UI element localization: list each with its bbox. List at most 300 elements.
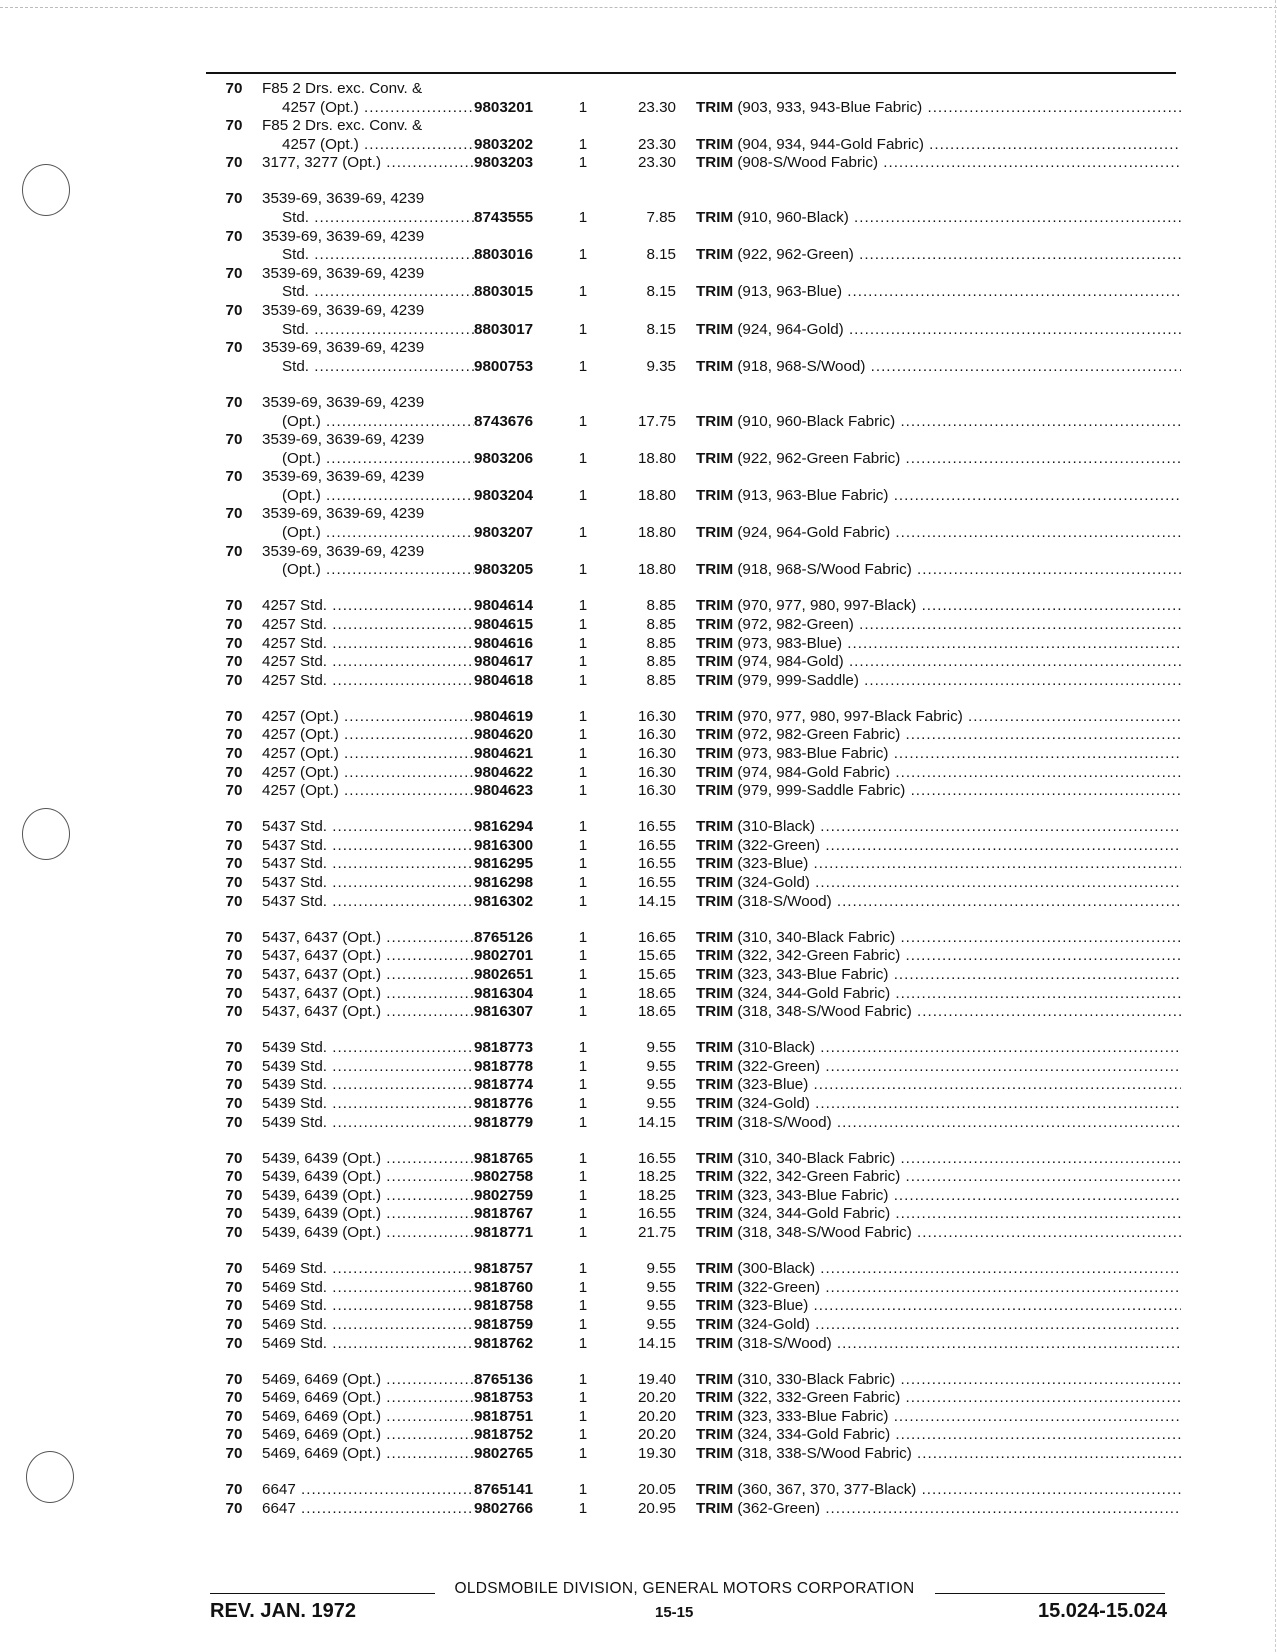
part-number: 9804617	[474, 653, 534, 671]
description-text: 5469 Std.	[262, 1278, 328, 1296]
body-style-description	[262, 543, 474, 562]
description-text: 4257 (Opt.)	[262, 782, 339, 800]
item-name: TRIM	[696, 1003, 734, 1021]
price: 16.55	[637, 874, 676, 892]
body-style-description	[262, 1187, 474, 1206]
price: 16.55	[637, 836, 676, 854]
part-number: 9802766	[474, 1499, 534, 1517]
item-name: TRIM	[696, 1389, 734, 1407]
item-description	[696, 1003, 1181, 1022]
item-detail: (322-Green)	[737, 1057, 821, 1075]
part-row	[206, 966, 1181, 985]
body-style-description	[262, 1279, 474, 1298]
part-row	[206, 726, 1181, 745]
model-year: 70	[225, 984, 243, 1002]
quantity: 1	[578, 855, 588, 873]
quantity: 1	[578, 818, 588, 836]
quantity: 1	[578, 1407, 588, 1425]
item-name: TRIM	[696, 615, 734, 633]
item-description	[696, 855, 1181, 874]
price: 9.55	[646, 1076, 676, 1094]
quantity: 1	[578, 412, 588, 430]
part-number: 9800753	[474, 357, 534, 375]
item-detail: (323, 343-Blue Fabric)	[737, 965, 889, 983]
part-number: 9804616	[474, 634, 534, 652]
model-year: 70	[225, 928, 243, 946]
item-name: TRIM	[696, 1224, 734, 1242]
item-name: TRIM	[696, 1260, 734, 1278]
price: 16.30	[637, 707, 676, 725]
item-description	[696, 136, 1181, 155]
quantity: 1	[578, 1297, 588, 1315]
part-row-continuation	[206, 190, 1181, 209]
item-detail: (310-Black)	[737, 1039, 816, 1057]
price: 16.55	[637, 855, 676, 873]
model-year: 70	[225, 726, 243, 744]
item-detail: (318, 348-S/Wood Fabric)	[737, 1224, 912, 1242]
footer-page-number: 15-15	[655, 1604, 694, 1621]
part-row	[206, 782, 1181, 801]
model-year: 70	[225, 117, 243, 135]
quantity: 1	[578, 745, 588, 762]
price: 14.15	[637, 1113, 676, 1131]
item-detail: (908-S/Wood Fabric)	[737, 154, 879, 172]
item-name: TRIM	[696, 597, 734, 615]
quantity: 1	[578, 561, 588, 579]
item-detail: (360, 367, 370, 377-Black)	[737, 1481, 917, 1499]
item-description	[696, 321, 1181, 340]
price: 18.65	[637, 1003, 676, 1021]
body-style-description	[262, 726, 474, 745]
quantity: 1	[578, 283, 588, 301]
part-row-continuation	[206, 339, 1181, 358]
model-year: 70	[225, 615, 243, 633]
part-row	[206, 413, 1181, 432]
scan-top-edge	[0, 7, 1277, 8]
description-text: 4257 Std.	[262, 634, 328, 652]
item-name: TRIM	[696, 524, 734, 542]
description-text: 5437, 6437 (Opt.)	[262, 947, 382, 965]
part-row	[206, 1445, 1181, 1464]
part-row	[206, 321, 1181, 340]
part-number: 9803204	[474, 486, 534, 504]
item-name: TRIM	[696, 209, 734, 227]
part-row	[206, 1335, 1181, 1354]
item-description	[696, 283, 1181, 302]
description-text: (Opt.)	[282, 412, 321, 430]
part-number: 9818767	[474, 1205, 534, 1223]
model-year: 70	[225, 634, 243, 652]
model-year: 70	[225, 1278, 243, 1296]
part-number: 8743555	[474, 209, 534, 227]
body-style-description	[262, 874, 474, 893]
quantity: 1	[578, 357, 588, 375]
model-year: 70	[225, 1076, 243, 1094]
part-row	[206, 154, 1181, 173]
model-year: 70	[225, 190, 243, 208]
item-name: TRIM	[696, 965, 734, 983]
description-text: 4257 (Opt.)	[262, 745, 339, 762]
quantity: 1	[578, 1260, 588, 1278]
price: 20.20	[637, 1389, 676, 1407]
part-number: 9816294	[474, 818, 534, 836]
price: 23.30	[637, 98, 676, 116]
part-number: 9816298	[474, 874, 534, 892]
quantity: 1	[578, 892, 588, 910]
body-style-description	[262, 764, 474, 783]
model-year: 70	[225, 1389, 243, 1407]
quantity: 1	[578, 782, 588, 800]
body-style-description	[262, 708, 474, 727]
item-detail: (913, 963-Blue Fabric)	[737, 486, 889, 504]
quantity: 1	[578, 836, 588, 854]
price: 16.55	[637, 1149, 676, 1167]
item-name: TRIM	[696, 1057, 734, 1075]
description-text: 3539-69, 3639-69, 4239	[262, 505, 425, 523]
price: 16.30	[637, 763, 676, 781]
part-row-continuation	[206, 302, 1181, 321]
description-text: 3539-69, 3639-69, 4239	[262, 302, 425, 320]
body-style-description	[262, 966, 474, 985]
part-row	[206, 1279, 1181, 1298]
body-style-description	[262, 1389, 474, 1408]
model-year: 70	[225, 1039, 243, 1057]
model-year: 70	[225, 1186, 243, 1204]
description-text: 5437, 6437 (Opt.)	[262, 928, 382, 946]
item-description	[696, 597, 1181, 616]
description-text: Std.	[282, 283, 310, 301]
body-style-description	[262, 228, 474, 247]
model-year: 70	[225, 1426, 243, 1444]
part-row	[206, 837, 1181, 856]
body-style-description	[262, 818, 474, 837]
item-description	[696, 1260, 1181, 1279]
item-name: TRIM	[696, 634, 734, 652]
model-year: 70	[225, 1407, 243, 1425]
price: 9.55	[646, 1278, 676, 1296]
description-text: 5437 Std.	[262, 855, 328, 873]
item-description	[696, 1187, 1181, 1206]
price: 7.85	[646, 209, 676, 227]
price: 20.05	[637, 1481, 676, 1499]
quantity: 1	[578, 984, 588, 1002]
price: 14.15	[637, 892, 676, 910]
item-name: TRIM	[696, 1370, 734, 1388]
item-name: TRIM	[696, 855, 734, 873]
description-text: 3539-69, 3639-69, 4239	[262, 542, 425, 560]
quantity: 1	[578, 449, 588, 467]
part-row-continuation	[206, 228, 1181, 247]
part-number: 8743676	[474, 412, 534, 430]
item-name: TRIM	[696, 1481, 734, 1499]
quantity: 1	[578, 965, 588, 983]
part-row	[206, 1316, 1181, 1335]
item-detail: (310, 340-Black Fabric)	[737, 928, 896, 946]
part-number: 9816304	[474, 984, 534, 1002]
item-detail: (922, 962-Green Fabric)	[737, 449, 901, 467]
footer-revision: REV. JAN. 1972	[210, 1600, 357, 1622]
model-year: 70	[225, 1057, 243, 1075]
quantity: 1	[578, 1445, 588, 1462]
description-text: 6647	[262, 1499, 296, 1517]
quantity: 1	[578, 726, 588, 744]
item-name: TRIM	[696, 1168, 734, 1186]
item-description	[696, 672, 1181, 691]
description-text: 5439 Std.	[262, 1076, 328, 1094]
description-text: F85 2 Drs. exc. Conv. &	[262, 80, 423, 97]
quantity: 1	[578, 1168, 588, 1186]
item-detail: (324, 344-Gold Fabric)	[737, 1205, 891, 1223]
item-description	[696, 782, 1181, 801]
part-row	[206, 1205, 1181, 1224]
item-name: TRIM	[696, 98, 734, 116]
item-detail: (323-Blue)	[737, 1297, 809, 1315]
item-name: TRIM	[696, 671, 734, 689]
part-row	[206, 929, 1181, 948]
body-style-description	[262, 1316, 474, 1335]
item-description	[696, 708, 1181, 727]
quantity: 1	[578, 154, 588, 172]
part-row-continuation	[206, 505, 1181, 524]
item-detail: (324-Gold)	[737, 874, 810, 892]
item-detail: (324, 344-Gold Fabric)	[737, 984, 891, 1002]
part-row	[206, 136, 1181, 155]
quantity: 1	[578, 597, 588, 615]
body-style-description	[262, 1039, 474, 1058]
description-text: 3539-69, 3639-69, 4239	[262, 227, 425, 245]
part-number: 9802765	[474, 1445, 534, 1462]
parts-group	[206, 1371, 1181, 1464]
item-detail: (318-S/Wood)	[737, 1113, 832, 1131]
item-name: TRIM	[696, 928, 734, 946]
part-row	[206, 1058, 1181, 1077]
item-description	[696, 1316, 1181, 1335]
part-row	[206, 1297, 1181, 1316]
item-name: TRIM	[696, 874, 734, 892]
description-text: 5439 Std.	[262, 1057, 328, 1075]
part-row	[206, 1168, 1181, 1187]
description-text: 4257 (Opt.)	[262, 726, 339, 744]
description-text: 3539-69, 3639-69, 4239	[262, 468, 425, 486]
price: 18.25	[637, 1168, 676, 1186]
item-name: TRIM	[696, 1186, 734, 1204]
description-text: 3539-69, 3639-69, 4239	[262, 190, 425, 208]
body-style-description	[262, 1076, 474, 1095]
quantity: 1	[578, 1095, 588, 1112]
model-year: 70	[225, 745, 243, 762]
quantity: 1	[578, 874, 588, 892]
item-name: TRIM	[696, 836, 734, 854]
footer-reference: 15.024-15.024	[1037, 1600, 1167, 1622]
scan-right-edge	[1275, 0, 1276, 1652]
part-number: 9818774	[474, 1076, 534, 1094]
description-text: 5439, 6439 (Opt.)	[262, 1168, 382, 1186]
model-year: 70	[225, 393, 243, 411]
part-number: 9818771	[474, 1224, 534, 1242]
part-row	[206, 708, 1181, 727]
model-year: 70	[225, 1297, 243, 1315]
quantity: 1	[578, 209, 588, 227]
quantity: 1	[578, 1499, 588, 1517]
item-description	[696, 985, 1181, 1004]
part-row	[206, 1481, 1181, 1500]
price: 19.40	[637, 1370, 676, 1388]
parts-group	[206, 1481, 1181, 1518]
item-detail: (322, 332-Green Fabric)	[737, 1389, 901, 1407]
body-style-description	[262, 929, 474, 948]
item-name: TRIM	[696, 1407, 734, 1425]
description-text: 4257 (Opt.)	[262, 763, 339, 781]
item-detail: (979, 999-Saddle Fabric)	[737, 782, 906, 800]
model-year: 70	[225, 965, 243, 983]
footer-rule-left	[210, 1593, 435, 1594]
price: 18.80	[637, 486, 676, 504]
model-year: 70	[225, 1113, 243, 1131]
body-style-description	[262, 672, 474, 691]
model-year: 70	[225, 154, 243, 172]
quantity: 1	[578, 1113, 588, 1131]
description-text: 4257 (Opt.)	[262, 707, 339, 725]
model-year: 70	[225, 1224, 243, 1242]
item-description	[696, 1039, 1181, 1058]
model-year: 70	[225, 227, 243, 245]
part-row	[206, 947, 1181, 966]
part-row	[206, 893, 1181, 912]
part-row	[206, 1076, 1181, 1095]
quantity: 1	[578, 1003, 588, 1021]
item-description	[696, 99, 1181, 118]
body-style-description	[262, 265, 474, 284]
part-row	[206, 209, 1181, 228]
item-description	[696, 450, 1181, 469]
body-style-description	[262, 893, 474, 912]
item-description	[696, 764, 1181, 783]
description-text: 5437 Std.	[262, 836, 328, 854]
description-text: 3539-69, 3639-69, 4239	[262, 264, 425, 282]
item-detail: (924, 964-Gold Fabric)	[737, 524, 891, 542]
part-number: 9804620	[474, 726, 534, 744]
item-detail: (323-Blue)	[737, 855, 809, 873]
item-detail: (310, 340-Black Fabric)	[737, 1149, 896, 1167]
description-text: 4257 Std.	[262, 597, 328, 615]
part-row	[206, 1114, 1181, 1133]
item-description	[696, 653, 1181, 672]
description-text: (Opt.)	[282, 524, 321, 542]
part-row	[206, 635, 1181, 654]
part-number: 9816300	[474, 836, 534, 854]
model-year: 70	[225, 782, 243, 800]
item-detail: (918, 968-S/Wood)	[737, 357, 866, 375]
body-style-description	[262, 1150, 474, 1169]
quantity: 1	[578, 1205, 588, 1223]
description-text: 4257 (Opt.)	[282, 98, 359, 116]
price: 20.95	[637, 1499, 676, 1517]
model-year: 70	[225, 763, 243, 781]
part-row	[206, 1408, 1181, 1427]
quantity: 1	[578, 707, 588, 725]
body-style-description	[262, 1260, 474, 1279]
description-text: 5469, 6469 (Opt.)	[262, 1389, 382, 1407]
description-text: 4257 Std.	[262, 615, 328, 633]
part-number: 9802758	[474, 1168, 534, 1186]
part-row	[206, 616, 1181, 635]
description-text: 5439, 6439 (Opt.)	[262, 1186, 382, 1204]
price: 15.65	[637, 965, 676, 983]
item-description	[696, 154, 1181, 173]
item-name: TRIM	[696, 246, 734, 264]
price: 16.65	[637, 928, 676, 946]
item-detail: (310, 330-Black Fabric)	[737, 1370, 896, 1388]
item-description	[696, 487, 1181, 506]
body-style-description	[262, 524, 474, 543]
parts-group	[206, 190, 1181, 376]
model-year: 70	[225, 1315, 243, 1333]
parts-group	[206, 1260, 1181, 1353]
item-description	[696, 929, 1181, 948]
item-description	[696, 1150, 1181, 1169]
item-description	[696, 1168, 1181, 1187]
item-description	[696, 1297, 1181, 1316]
item-description	[696, 1114, 1181, 1133]
body-style-description	[262, 80, 474, 99]
item-detail: (318, 338-S/Wood Fabric)	[737, 1445, 912, 1462]
part-number: 8803017	[474, 320, 534, 338]
item-name: TRIM	[696, 892, 734, 910]
part-row	[206, 1039, 1181, 1058]
body-style-description	[262, 1205, 474, 1224]
price: 17.75	[637, 412, 676, 430]
item-detail: (904, 934, 944-Gold Fabric)	[737, 135, 924, 153]
item-description	[696, 616, 1181, 635]
quantity: 1	[578, 1076, 588, 1094]
price: 19.30	[637, 1445, 676, 1462]
body-style-description	[262, 1058, 474, 1077]
body-style-description	[262, 947, 474, 966]
part-number: 8803015	[474, 283, 534, 301]
item-name: TRIM	[696, 283, 734, 301]
model-year: 70	[225, 1334, 243, 1352]
description-text: Std.	[282, 357, 310, 375]
price: 8.85	[646, 634, 676, 652]
parts-group	[206, 708, 1181, 801]
item-name: TRIM	[696, 1426, 734, 1444]
description-text: 3539-69, 3639-69, 4239	[262, 339, 425, 357]
body-style-description	[262, 413, 474, 432]
price: 14.15	[637, 1334, 676, 1352]
model-year: 70	[225, 1149, 243, 1167]
description-text: 5469, 6469 (Opt.)	[262, 1370, 382, 1388]
item-description	[696, 745, 1181, 764]
header-rule	[206, 72, 1176, 74]
item-description	[696, 246, 1181, 265]
part-number: 9818779	[474, 1113, 534, 1131]
item-description	[696, 413, 1181, 432]
description-text: 5437, 6437 (Opt.)	[262, 984, 382, 1002]
quantity: 1	[578, 671, 588, 689]
item-detail: (318-S/Wood)	[737, 892, 832, 910]
price: 18.65	[637, 984, 676, 1002]
parts-list	[206, 80, 1181, 1536]
price: 8.15	[646, 320, 676, 338]
item-description	[696, 874, 1181, 893]
item-name: TRIM	[696, 1149, 734, 1167]
item-name: TRIM	[696, 1039, 734, 1057]
part-row	[206, 283, 1181, 302]
price: 9.35	[646, 357, 676, 375]
body-style-description	[262, 653, 474, 672]
price: 20.20	[637, 1426, 676, 1444]
item-detail: (324, 334-Gold Fabric)	[737, 1426, 891, 1444]
